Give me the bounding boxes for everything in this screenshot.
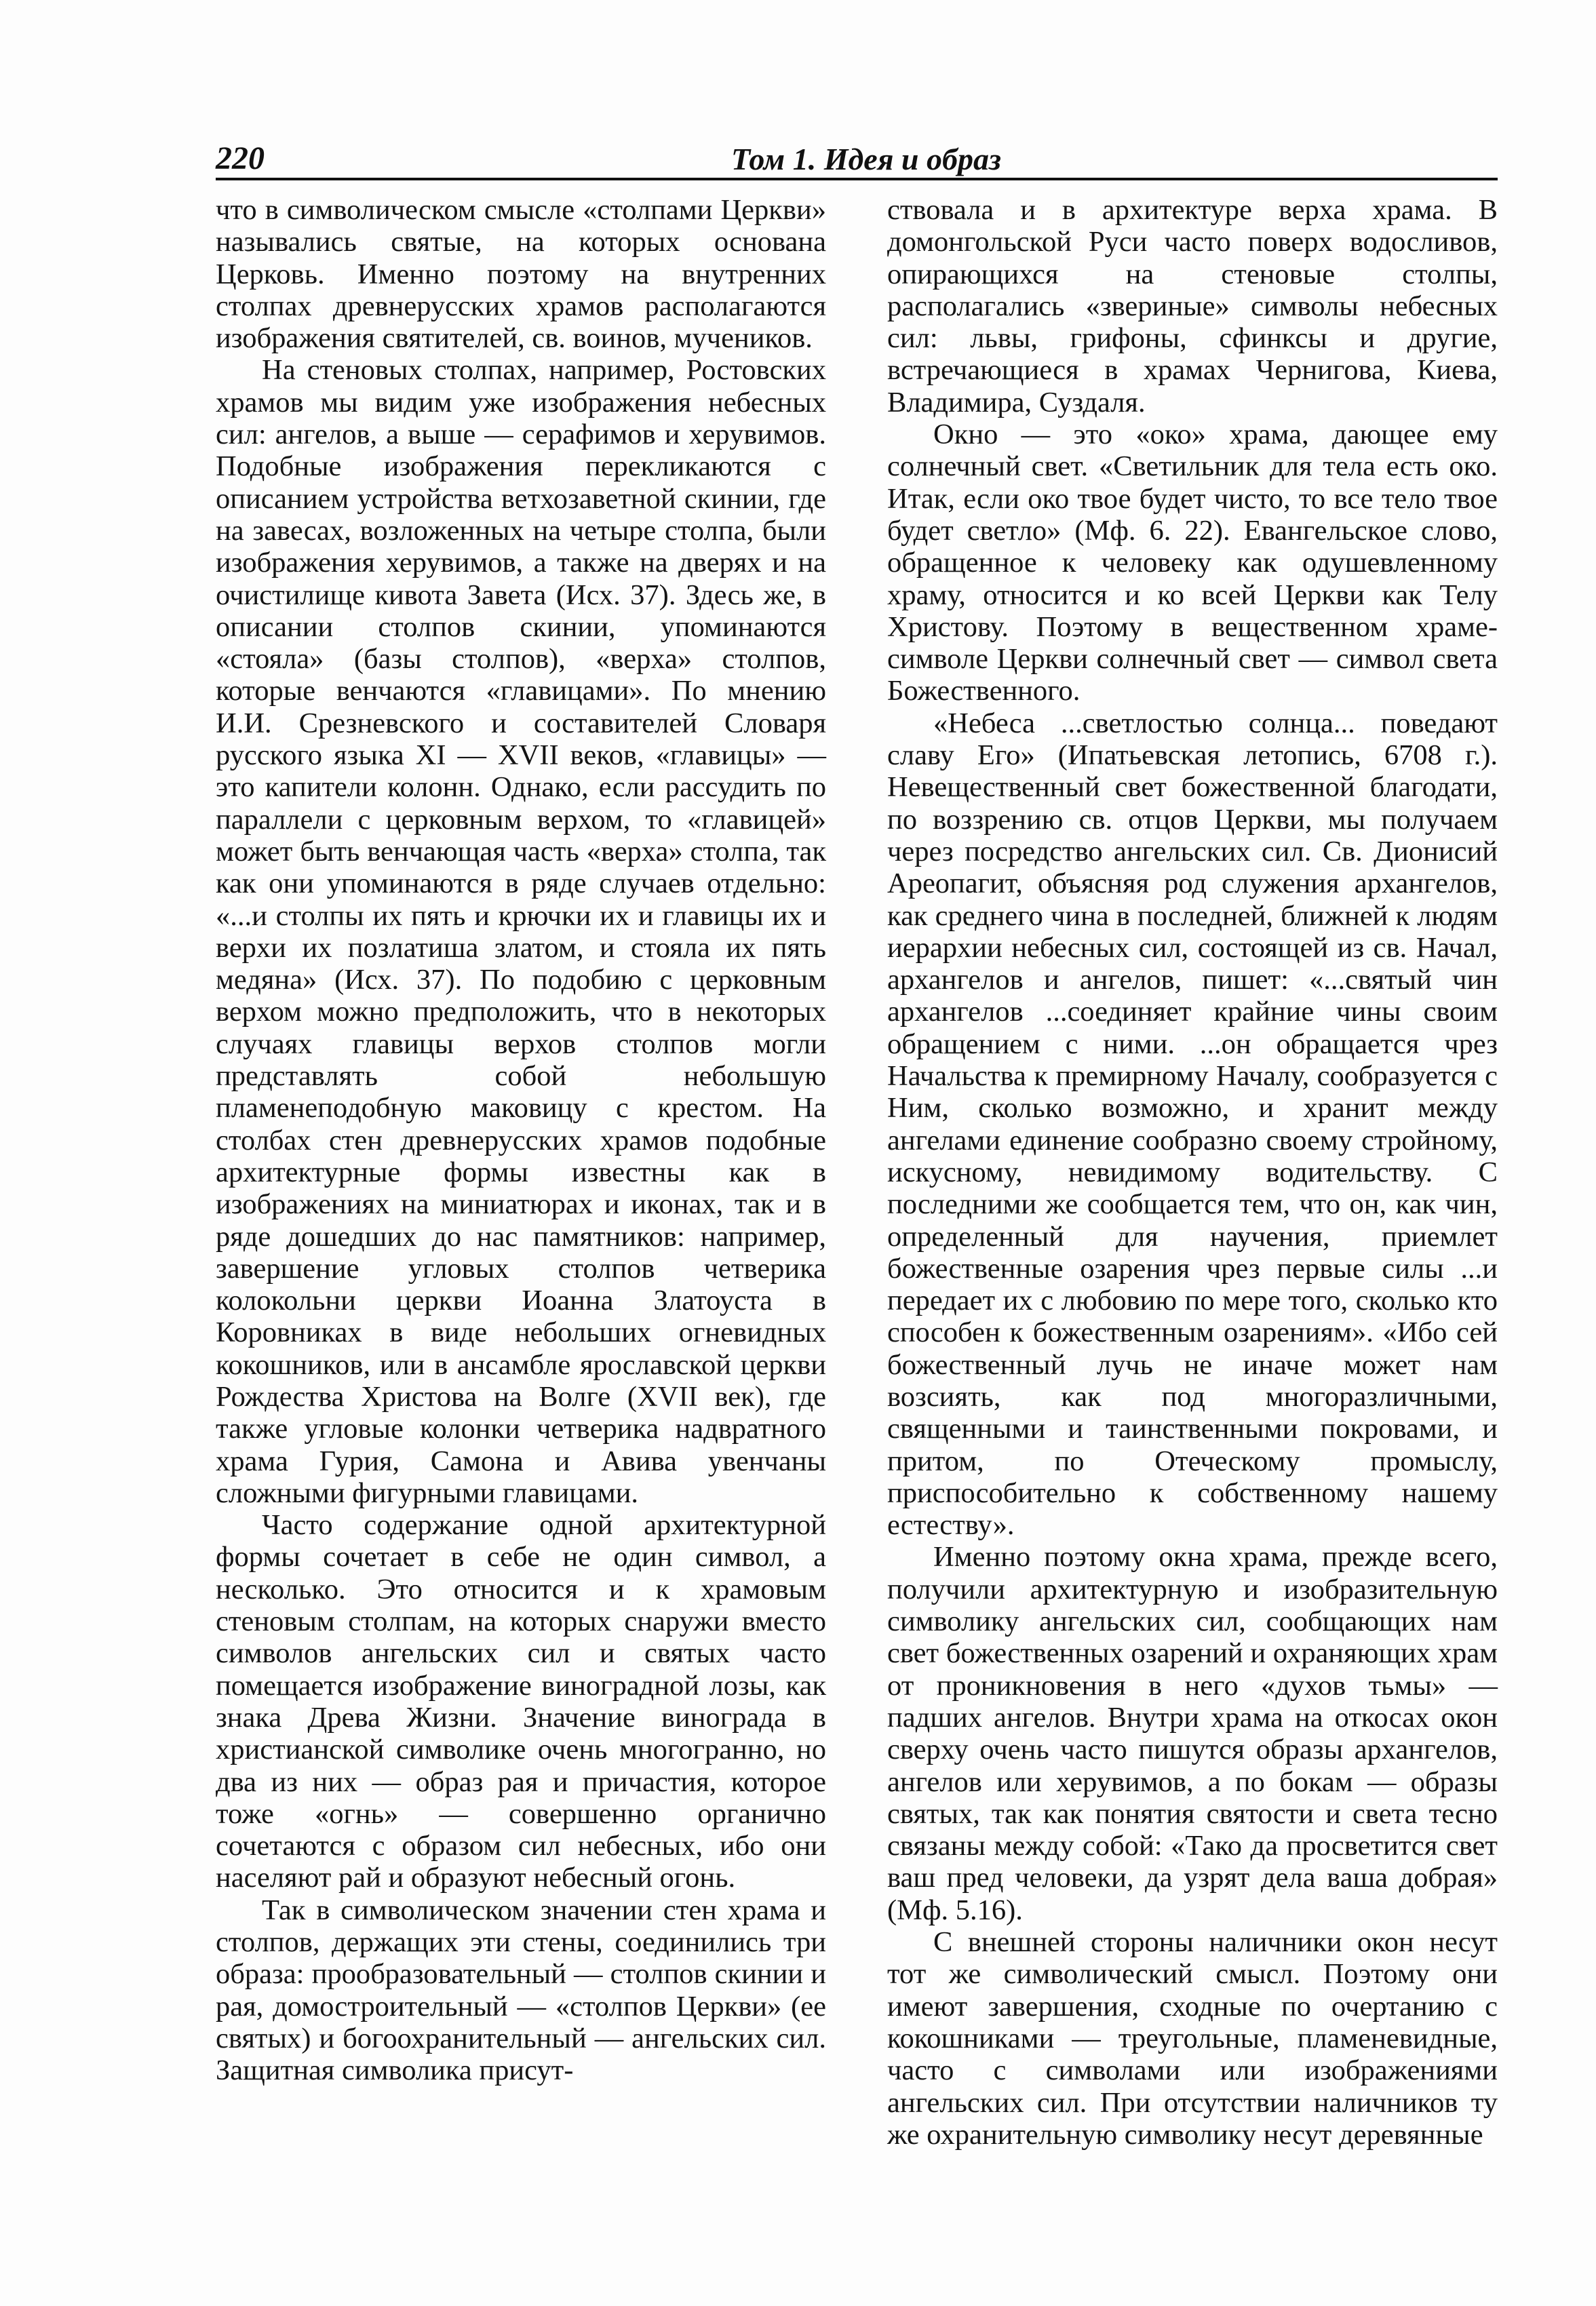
- right-column: [887, 194, 1498, 2151]
- paragraph: что в символическом смысле «столпами Церкви» назывались святые, на которых основана Церковь. Именно поэтому на внутренних столпах древнерусских храмов располагаются изображения святителей, св. воинов, мучеников.: [216, 194, 826, 355]
- paragraph: Часто содержание одной архитектурной формы сочетает в себе не один символ, а несколько. Это относится и к храмовым стеновым столпам, на которых снаружи вместо символов ангельских сил и святых часто помещается изображение виноградной лозы, как знака Древа Жизни. Значение винограда в христианской символике очень многогранно, но два из них — образ рая и причастия, которое тоже «огнь» — совершенно органично сочетаются с образом сил небесных, ибо они населяют рай и образуют небесный огонь.: [216, 1509, 826, 1894]
- page-number: 220: [216, 140, 265, 176]
- paragraph: С внешней стороны наличники окон несут тот же символический смысл. Поэтому они имеют завершения, сходные по очертанию с кокошниками — треугольные, пламеневидные, часто с символами или изображениями ангельских сил. При отсутствии наличников ту же охранительную символику несут деревянные: [887, 1926, 1498, 2151]
- left-column: [216, 194, 826, 2087]
- paragraph: На стеновых столпах, например, Ростовских храмов мы видим уже изображения небесных сил: ангелов, а выше — серафимов и херувимов. Подобные изображения перекликаются с описанием устройства ветхозаветной скинии, где на завесах, возложенных на четыре столпа, были изображения херувимов, а также на дверях и на очистилище кивота Завета (Исх. 37). Здесь же, в описании столпов скинии, упоминаются «стояла» (базы столпов), «верха» столпов, которые венчаются «главицами». По мнению И.И. Срезневского и составителей Словаря русского языка XI — XVII веков, «главицы» — это капители колонн. Однако, если рассудить по параллели с церковным верхом, то «главицей» может быть венчающая часть «верха» столпа, так как они упоминаются в ряде случаев отдельно: «...и столпы их пять и крючки их и главицы их и верхи их позлатиша златом, и стояла их пять медяна» (Исх. 37). По подобию с церковным верхом можно предположить, что в некоторых случаях главицы верхов столпов могли представлять собой небольшую пламенеподобную маковицу с крестом. На столбах стен древнерусских храмов подобные архитектурные формы известны как в изображениях на миниатюрах и иконах, так и в ряде дошедших до нас памятников: например, завершение угловых столпов четверика колокольни церкви Иоанна Златоуста в Коровниках в виде небольших огневидных кокошников, или в ансамбле ярославской церкви Рождества Христова на Волге (XVII век), где также угловые колонки четверика надвратного храма Гурия, Самона и Авива увенчаны сложными фигурными главицами.: [216, 354, 826, 1509]
- paragraph: Именно поэтому окна храма, прежде всего, получили архитектурную и изобразительную символику ангельских сил, сообщающих нам свет божественных озарений и охраняющих храм от проникновения в него «духов тьмы» — падших ангелов. Внутри храма на откосах окон сверху очень часто пишутся образы архангелов, ангелов или херувимов, а по бокам — образы святых, так как понятия святости и света тесно связаны между собой: «Тако да просветится свет ваш пред человеки, да узрят дела ваша добрая» (Мф. 5.16).: [887, 1541, 1498, 1926]
- paragraph: Так в символическом значении стен храма и столпов, держащих эти стены, соединились три образа: прообразовательный — столпов скинии и рая, домостроительный — «столпов Церкви» (ее святых) и богоохранительный — ангельских сил. Защитная символика присут-: [216, 1894, 826, 2087]
- running-title: Том 1. Идея и образ: [731, 142, 1001, 176]
- page-header: [216, 136, 1498, 180]
- paragraph: Окно — это «око» храма, дающее ему солнечный свет. «Светильник для тела есть око. Итак, если око твое будет чисто, то все тело твое будет светло» (Мф. 6. 22). Евангельское слово, обращенное к человеку как одушевленному храму, относится и ко всей Церкви как Телу Христову. Поэтому в вещественном храме-символе Церкви солнечный свет — символ света Божественного.: [887, 418, 1498, 707]
- paragraph: «Небеса ...светлостью солнца... поведают славу Его» (Ипатьевская летопись, 6708 г.). Невещественный свет божественной благодати, по воззрению св. отцов Церкви, мы получаем через посредство ангельских сил. Св. Дионисий Ареопагит, объясняя род служения архангелов, как среднего чина в последней, ближней к людям иерархии небесных сил, состоящей из св. Начал, архангелов и ангелов, пишет: «...святый чин архангелов ...соединяет крайние чины своим обращением с ними. ...он обращается чрез Начальства к премирному Началу, сообразуется с Ним, сколько возможно, и хранит между ангелами единение сообразно своему стройному, искусному, невидимому водительству. С последними же сообщается тем, что он, как чин, определенный для научения, приемлет божественные озарения чрез первые силы ...и передает их с любовию по мере того, сколько кто способен к божественным озарениям». «Ибо сей божественный лучь не иначе может нам возсиять, как под многоразличными, священными и таинственными покровами, и притом, по Отеческому промыслу, приспособительно к собственному нашему естеству».: [887, 707, 1498, 1542]
- paragraph: ствовала и в архитектуре верха храма. В домонгольской Руси часто поверх водосливов, опирающихся на стеновые столпы, располагались «звериные» символы небесных сил: львы, грифоны, сфинксы и другие, встречающиеся в храмах Чернигова, Киева, Владимира, Суздаля.: [887, 194, 1498, 418]
